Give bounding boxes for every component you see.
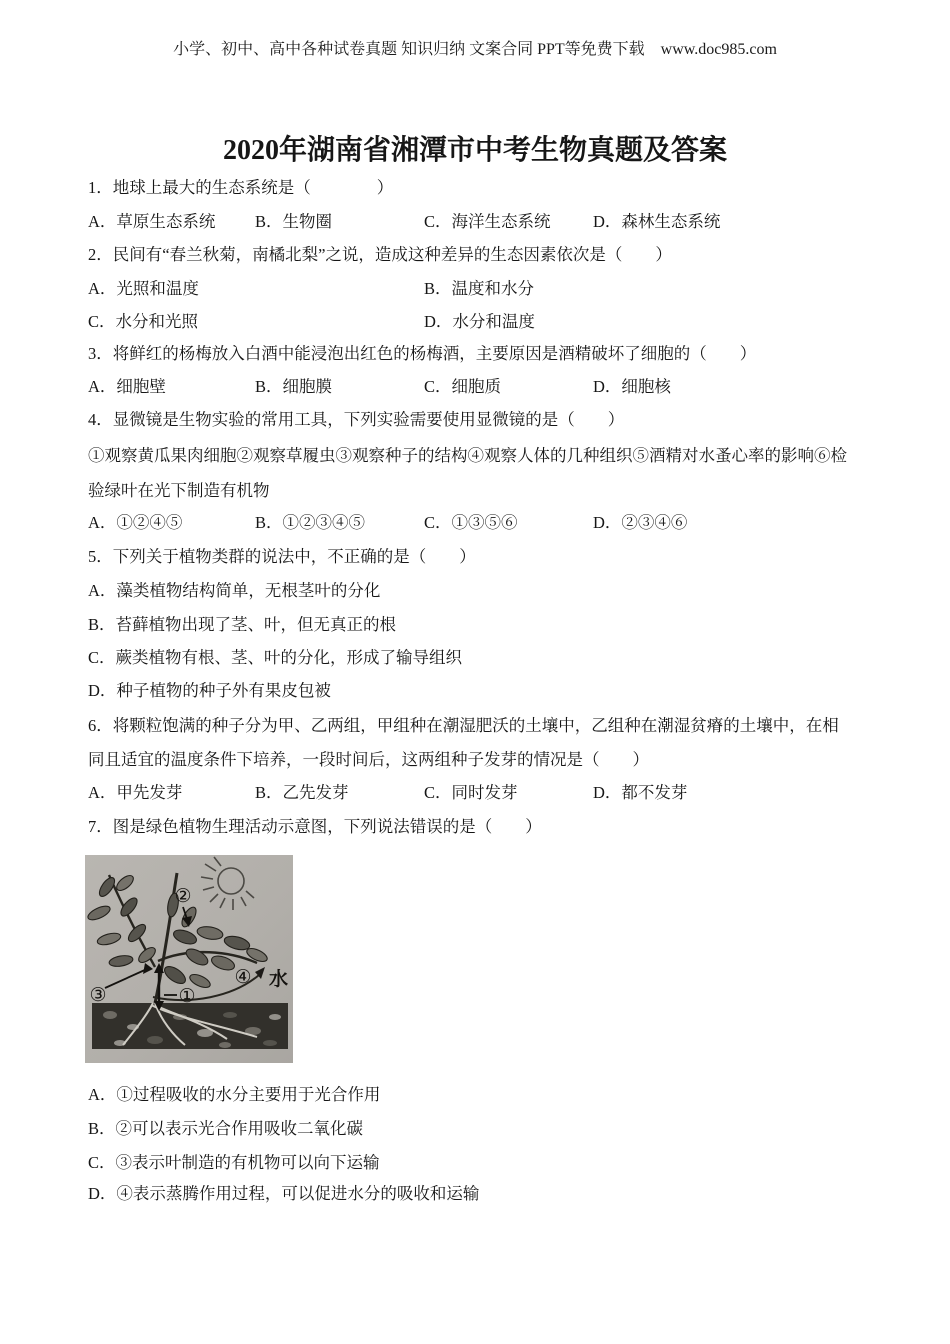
label-4: ④ [234,966,252,988]
question-3-stem: 3．将鲜红的杨梅放入白酒中能浸泡出红色的杨梅酒，主要原因是酒精破坏了细胞的（ ） [88,344,757,363]
question-4-options [88,511,687,534]
option-b: B．②可以表示光合作用吸收二氧化碳 [88,1119,364,1138]
option-b: B．苔藓植物出现了茎、叶，但无真正的根 [88,615,397,634]
option-d: D．种子植物的种子外有果皮包被 [88,681,331,700]
option-c: C．细胞质 [424,377,502,396]
option-a: A．藻类植物结构简单，无根茎叶的分化 [88,581,381,600]
option-c: C．水分和光照 [88,312,199,331]
question-6-stem-line-2: 同且适宜的温度条件下培养，一段时间后，这两组种子发芽的情况是（ ） [88,750,649,769]
transport-double-arrow [154,963,164,1011]
question-6-options [88,781,687,804]
option-d: D．都不发芽 [593,783,688,802]
label-3: ③ [89,984,107,1006]
question-4-items-line-1: ①观察黄瓜果肉细胞②观察草履虫③观察种子的结构④观察人体的几种组织⑤酒精对水蚤心率的影响⑥检 [88,446,847,465]
option-a: A．草原生态系统 [88,212,216,231]
question-1-options [88,210,720,233]
option-c: C．海洋生态系统 [424,212,551,231]
option-d: D．森林生态系统 [593,212,721,231]
question-2-options-row-1 [88,277,534,300]
option-b: B．温度和水分 [424,279,535,298]
option-a: A．细胞壁 [88,377,166,396]
option-d: D．②③④⑥ [593,513,688,532]
water-label: 水 [269,969,289,990]
option-d: D．细胞核 [593,377,671,396]
label3-arrowhead [143,963,153,974]
option-b: B．①②③④⑤ [255,513,366,532]
question-1-stem: 1．地球上最大的生态系统是（ ） [88,178,394,197]
question-4-items-line-2: 验绿叶在光下制造有机物 [88,481,270,500]
sun-icon [201,857,254,910]
soil [92,1003,288,1049]
question-5-stem: 5．下列关于植物类群的说法中，不正确的是（ ） [88,547,476,566]
option-c: C．蕨类植物有根、茎、叶的分化，形成了输导组织 [88,648,463,667]
option-c: C．③表示叶制造的有机物可以向下运输 [88,1153,380,1172]
option-d: D．④表示蒸腾作用过程，可以促进水分的吸收和运输 [88,1184,480,1203]
option-c: C．同时发芽 [424,783,518,802]
option-b: B．细胞膜 [255,377,333,396]
option-a: A．甲先发芽 [88,783,183,802]
option-a: A．①②④⑤ [88,513,183,532]
question-4-stem: 4．显微镜是生物实验的常用工具，下列实验需要使用显微镜的是（ ） [88,410,625,429]
option-b: B．生物圈 [255,212,333,231]
label-2: ② [174,885,192,907]
option-c: C．①③⑤⑥ [424,513,518,532]
option-d: D．水分和温度 [424,312,535,331]
option-a: A．①过程吸收的水分主要用于光合作用 [88,1085,381,1104]
question-2-stem: 2．民间有“春兰秋菊，南橘北梨”之说，造成这种差异的生态因素依次是（ ） [88,245,672,264]
question-2-options-row-2 [88,310,535,333]
option-a: A．光照和温度 [88,279,199,298]
page-title: 2020年湖南省湘潭市中考生物真题及答案 [222,135,727,166]
plant-physiology-figure [85,855,293,1063]
plant-diagram [85,855,293,1063]
option-b: B．乙先发芽 [255,783,349,802]
label-1: ① [178,985,196,1007]
question-7-stem: 7．图是绿色植物生理活动示意图，下列说法错误的是（ ） [88,817,542,836]
site-header-watermark: 小学、初中、高中各种试卷真题 知识归纳 文案合同 PPT等免费下载 www.doc985.com [173,41,777,58]
question-6-stem-line-1: 6．将颗粒饱满的种子分为甲、乙两组，甲组种在潮湿肥沃的土壤中，乙组种在潮湿贫瘠的土壤中，在相 [88,716,839,735]
question-3-options [88,375,671,398]
